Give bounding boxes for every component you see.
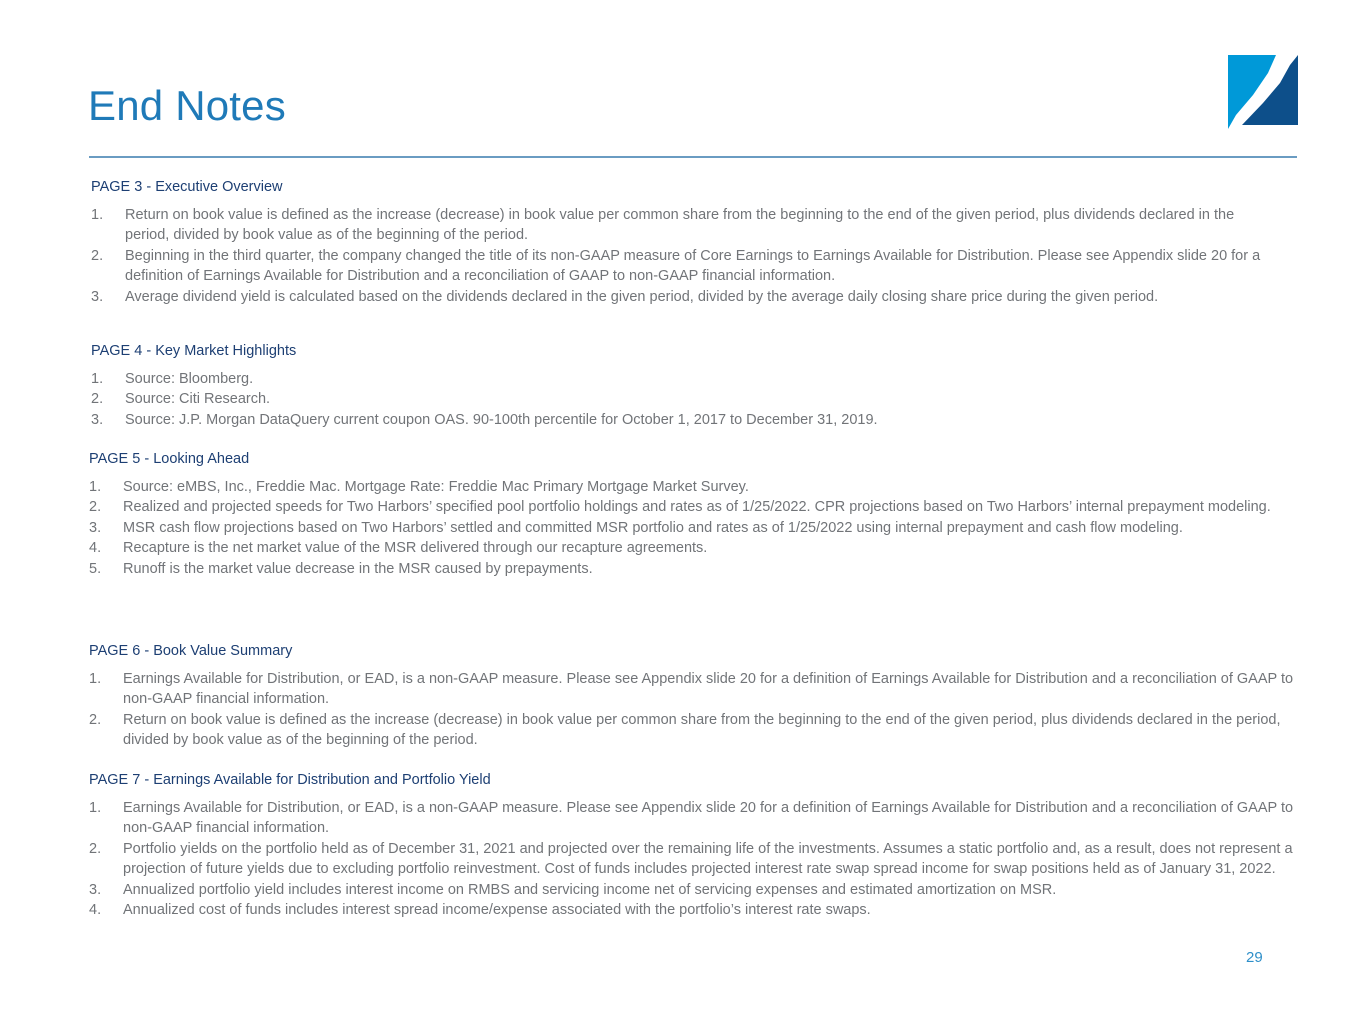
item-text: Runoff is the market value decrease in the MSR caused by prepayments. bbox=[123, 560, 593, 577]
item-text: Source: J.P. Morgan DataQuery current coupon OAS. 90-100th percentile for October 1, 2017 to December 31, 2019. bbox=[125, 411, 878, 428]
list-item bbox=[89, 497, 1304, 517]
item-number: 1. bbox=[89, 800, 102, 816]
list-item bbox=[89, 798, 1299, 839]
item-text: Beginning in the third quarter, the company changed the title of its non-GAAP measure of Core Earnings to Earnings Available for Distribution. Please see Appendix slide 20 for a definition of Earnings Available for Distribution and a reconciliation of GAAP to non-GAAP financial information. bbox=[125, 247, 1261, 285]
item-number: 1. bbox=[89, 671, 102, 687]
section-page-3 bbox=[91, 178, 1281, 307]
list-item bbox=[89, 559, 1304, 579]
list-item bbox=[89, 669, 1299, 710]
section-page-4 bbox=[91, 342, 1281, 430]
item-number: 3. bbox=[89, 881, 102, 898]
item-text: Source: Bloomberg. bbox=[125, 371, 254, 387]
item-text: Average dividend yield is calculated based on the dividends declared in the given period, divided by the average daily closing share price during the given period. bbox=[125, 288, 1159, 305]
list-item bbox=[89, 710, 1299, 751]
list-item bbox=[89, 880, 1299, 900]
page-number: 29 bbox=[1246, 949, 1263, 966]
item-text: Return on book value is defined as the increase (decrease) in book value per common share from the beginning to the end of the given period, plus dividends declared in the period, divided by book value as of the beginning of the period. bbox=[123, 711, 1281, 749]
notes-list bbox=[91, 369, 1281, 430]
list-item bbox=[89, 518, 1304, 538]
item-text: Source: Citi Research. bbox=[125, 391, 271, 408]
section-heading: PAGE 5 - Looking Ahead bbox=[89, 451, 250, 467]
notes-list bbox=[89, 798, 1299, 920]
list-item bbox=[89, 538, 1304, 558]
section-page-5 bbox=[89, 450, 1304, 579]
section-heading: PAGE 4 - Key Market Highlights bbox=[91, 343, 297, 359]
item-text: Annualized portfolio yield includes interest income on RMBS and servicing income net of servicing expenses and estimated amortization on MSR. bbox=[123, 881, 1057, 898]
list-item bbox=[91, 246, 1281, 287]
item-number: 5. bbox=[89, 560, 102, 577]
section-page-6 bbox=[89, 642, 1299, 751]
list-item bbox=[91, 205, 1281, 246]
item-number: 4. bbox=[89, 540, 102, 557]
item-number: 2. bbox=[91, 391, 104, 408]
item-number: 2. bbox=[91, 247, 104, 264]
item-number: 3. bbox=[91, 411, 104, 428]
item-text: Realized and projected speeds for Two Harbors’ specified pool portfolio holdings and rates as of 1/25/2022. CPR projections based on Two Harbors’ internal prepayment modeling. bbox=[123, 499, 1271, 516]
list-item bbox=[91, 369, 1281, 389]
item-number: 2. bbox=[89, 840, 102, 857]
notes-list bbox=[89, 477, 1304, 579]
item-number: 1. bbox=[89, 479, 102, 495]
list-item bbox=[89, 477, 1304, 497]
item-text: MSR cash flow projections based on Two Harbors’ settled and committed MSR portfolio and rates as of 1/25/2022 using internal prepayment and cash flow modeling. bbox=[123, 519, 1183, 536]
list-item bbox=[89, 900, 1299, 920]
section-heading: PAGE 6 - Book Value Summary bbox=[89, 643, 293, 659]
company-logo bbox=[1228, 55, 1298, 129]
item-number: 4. bbox=[89, 902, 102, 919]
page-title: End Notes bbox=[88, 82, 286, 129]
item-number: 1. bbox=[91, 207, 104, 223]
list-item bbox=[91, 287, 1281, 307]
list-item bbox=[91, 389, 1281, 409]
item-text: Portfolio yields on the portfolio held as of December 31, 2021 and projected over the remaining life of the investments. Assumes a static portfolio and, as a result, does not represent a projection of future yields due to excluding portfolio reinvestment. Cost of funds includes projected interest rate swap spread income for swap positions held as of January 31, 2022. bbox=[123, 840, 1293, 878]
notes-list bbox=[91, 205, 1281, 307]
item-text: Earnings Available for Distribution, or EAD, is a non-GAAP measure. Please see Appendix slide 20 for a definition of Earnings Available for Distribution and a reconciliation of GAAP to non-GAAP financial information. bbox=[123, 800, 1294, 837]
item-text: Earnings Available for Distribution, or EAD, is a non-GAAP measure. Please see Appendix slide 20 for a definition of Earnings Available for Distribution and a reconciliation of GAAP to non-GAAP financial information. bbox=[123, 671, 1294, 708]
section-heading: PAGE 7 - Earnings Available for Distribution and Portfolio Yield bbox=[89, 772, 491, 788]
section-heading: PAGE 3 - Executive Overview bbox=[91, 179, 283, 195]
item-number: 1. bbox=[91, 371, 104, 387]
item-number: 3. bbox=[91, 288, 104, 305]
item-text: Recapture is the net market value of the MSR delivered through our recapture agreements. bbox=[123, 540, 708, 557]
header-divider bbox=[89, 156, 1297, 158]
item-text: Annualized cost of funds includes interest spread income/expense associated with the portfolio’s interest rate swaps. bbox=[123, 902, 871, 919]
list-item bbox=[89, 839, 1299, 880]
item-text: Source: eMBS, Inc., Freddie Mac. Mortgage Rate: Freddie Mac Primary Mortgage Market Survey. bbox=[123, 479, 749, 495]
item-text: Return on book value is defined as the increase (decrease) in book value per common share from the beginning to the end of the given period, plus dividends declared in the period, divided by book value as of the beginning of the period. bbox=[125, 207, 1235, 244]
item-number: 2. bbox=[89, 711, 102, 728]
item-number: 3. bbox=[89, 519, 102, 536]
notes-list bbox=[89, 669, 1299, 751]
item-number: 2. bbox=[89, 499, 102, 516]
list-item bbox=[91, 410, 1281, 430]
section-page-7 bbox=[89, 771, 1299, 920]
